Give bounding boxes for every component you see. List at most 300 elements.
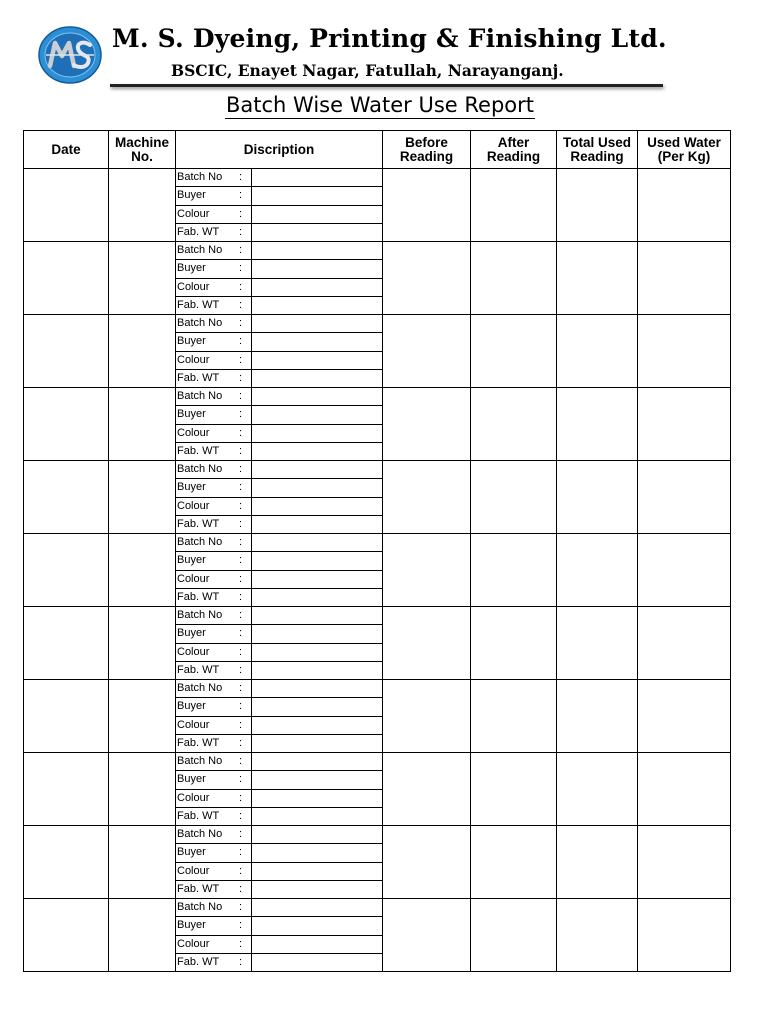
description-line — [176, 844, 382, 862]
table-row — [24, 461, 731, 534]
description-label-colon: : — [238, 609, 242, 622]
description-grid — [176, 534, 382, 606]
total-used-reading-cell[interactable] — [557, 753, 638, 826]
date-cell[interactable] — [24, 388, 109, 461]
description-label — [176, 278, 252, 296]
header-before-reading: Before Reading — [383, 131, 471, 169]
fab-wt-value[interactable] — [252, 223, 383, 241]
description-label — [176, 187, 252, 205]
after-reading-cell[interactable] — [471, 680, 557, 753]
description-label-colon: : — [238, 919, 242, 932]
colour-value[interactable] — [252, 643, 383, 661]
description-label-text: Batch No — [177, 536, 223, 549]
description-line — [176, 169, 382, 187]
description-label-text: Fab. WT — [177, 225, 220, 238]
before-reading-cell[interactable] — [383, 461, 471, 534]
description-line — [176, 953, 382, 971]
description-label-text: Fab. WT — [177, 736, 220, 749]
description-label-text: Colour — [177, 937, 210, 950]
description-label-colon: : — [238, 572, 242, 585]
machine-no-cell[interactable] — [109, 534, 176, 607]
machine-no-cell[interactable] — [109, 607, 176, 680]
description-label-text: Colour — [177, 426, 210, 439]
description-label-text: Colour — [177, 353, 210, 366]
colour-value[interactable] — [252, 789, 383, 807]
header-machine-no: Machine No. — [109, 131, 176, 169]
description-label — [176, 661, 252, 679]
after-reading-cell[interactable] — [471, 534, 557, 607]
description-label-text: Colour — [177, 645, 210, 658]
description-label — [176, 570, 252, 588]
table-row — [24, 899, 731, 972]
description-line — [176, 880, 382, 898]
after-reading-cell[interactable] — [471, 388, 557, 461]
buyer-value[interactable] — [252, 479, 383, 497]
used-water-per-kg-cell[interactable] — [638, 242, 731, 315]
description-label-colon: : — [238, 390, 242, 403]
description-line — [176, 661, 382, 679]
water-use-table — [23, 130, 731, 972]
description-label-colon: : — [238, 371, 242, 384]
total-used-reading-cell[interactable] — [557, 680, 638, 753]
table-row — [24, 826, 731, 899]
table-row — [24, 169, 731, 242]
description-label — [176, 351, 252, 369]
description-label — [176, 442, 252, 460]
date-cell[interactable] — [24, 753, 109, 826]
description-line — [176, 588, 382, 606]
before-reading-cell[interactable] — [383, 315, 471, 388]
table-row — [24, 607, 731, 680]
description-label-colon: : — [238, 317, 242, 330]
description-label-text: Fab. WT — [177, 298, 220, 311]
description-line — [176, 862, 382, 880]
total-used-reading-cell[interactable] — [557, 169, 638, 242]
colour-value[interactable] — [252, 570, 383, 588]
before-reading-cell[interactable] — [383, 388, 471, 461]
description-label-colon: : — [238, 901, 242, 914]
description-label — [176, 880, 252, 898]
machine-no-cell[interactable] — [109, 826, 176, 899]
description-label-colon: : — [238, 791, 242, 804]
total-used-reading-cell[interactable] — [557, 899, 638, 972]
description-line — [176, 333, 382, 351]
after-reading-cell[interactable] — [471, 461, 557, 534]
before-reading-cell[interactable] — [383, 899, 471, 972]
description-line — [176, 935, 382, 953]
company-address: BSCIC, Enayet Nagar, Fatullah, Narayanganj. — [171, 61, 564, 80]
description-label — [176, 552, 252, 570]
date-cell[interactable] — [24, 169, 109, 242]
description-line — [176, 260, 382, 278]
date-cell[interactable] — [24, 315, 109, 388]
description-label-text: Colour — [177, 499, 210, 512]
total-used-reading-cell[interactable] — [557, 388, 638, 461]
colour-value[interactable] — [252, 497, 383, 515]
description-label-colon: : — [238, 882, 242, 895]
description-label-colon: : — [238, 262, 242, 275]
description-line — [176, 351, 382, 369]
description-label-text: Buyer — [177, 919, 206, 932]
description-line — [176, 205, 382, 223]
description-label-colon: : — [238, 444, 242, 457]
description-label-colon: : — [238, 280, 242, 293]
buyer-value[interactable] — [252, 698, 383, 716]
description-grid — [176, 607, 382, 679]
colour-value[interactable] — [252, 424, 383, 442]
batch-no-value[interactable] — [252, 826, 383, 844]
description-grid — [176, 242, 382, 314]
description-line — [176, 734, 382, 752]
total-used-reading-cell[interactable] — [557, 534, 638, 607]
description-label — [176, 680, 252, 698]
used-water-per-kg-cell[interactable] — [638, 315, 731, 388]
description-label — [176, 388, 252, 406]
date-cell[interactable] — [24, 461, 109, 534]
description-label — [176, 242, 252, 260]
before-reading-cell[interactable] — [383, 534, 471, 607]
description-line — [176, 479, 382, 497]
buyer-value[interactable] — [252, 844, 383, 862]
description-label-text: Buyer — [177, 846, 206, 859]
description-cell — [176, 534, 383, 607]
fab-wt-value[interactable] — [252, 515, 383, 533]
description-line — [176, 698, 382, 716]
machine-no-cell[interactable] — [109, 242, 176, 315]
fab-wt-value[interactable] — [252, 807, 383, 825]
description-cell — [176, 169, 383, 242]
description-label — [176, 643, 252, 661]
machine-no-cell[interactable] — [109, 388, 176, 461]
description-grid — [176, 388, 382, 460]
description-label-colon: : — [238, 809, 242, 822]
description-label-colon: : — [238, 828, 242, 841]
description-line — [176, 753, 382, 771]
description-label-colon: : — [238, 937, 242, 950]
total-used-reading-cell[interactable] — [557, 242, 638, 315]
description-label-colon: : — [238, 481, 242, 494]
description-label-text: Colour — [177, 572, 210, 585]
batch-no-value[interactable] — [252, 169, 383, 187]
fab-wt-value[interactable] — [252, 880, 383, 898]
company-name: M. S. Dyeing, Printing & Finishing Ltd. — [112, 24, 667, 53]
description-label — [176, 917, 252, 935]
date-cell[interactable] — [24, 534, 109, 607]
description-label — [176, 534, 252, 552]
description-line — [176, 534, 382, 552]
colour-value[interactable] — [252, 716, 383, 734]
machine-no-cell[interactable] — [109, 315, 176, 388]
description-label — [176, 807, 252, 825]
description-label-text: Buyer — [177, 335, 206, 348]
date-cell[interactable] — [24, 680, 109, 753]
description-label-colon: : — [238, 846, 242, 859]
description-label-colon: : — [238, 736, 242, 749]
description-label-colon: : — [238, 536, 242, 549]
description-label — [176, 734, 252, 752]
batch-no-value[interactable] — [252, 534, 383, 552]
description-grid — [176, 826, 382, 898]
machine-no-cell[interactable] — [109, 899, 176, 972]
description-line — [176, 369, 382, 387]
description-grid — [176, 753, 382, 825]
header-total-used-reading: Total Used Reading — [557, 131, 638, 169]
after-reading-cell[interactable] — [471, 607, 557, 680]
machine-no-cell[interactable] — [109, 461, 176, 534]
description-line — [176, 899, 382, 917]
used-water-per-kg-cell[interactable] — [638, 826, 731, 899]
description-line — [176, 917, 382, 935]
table-row — [24, 315, 731, 388]
description-label — [176, 716, 252, 734]
used-water-per-kg-cell[interactable] — [638, 534, 731, 607]
colour-value[interactable] — [252, 205, 383, 223]
description-label-colon: : — [238, 353, 242, 366]
description-grid — [176, 899, 382, 971]
colour-value[interactable] — [252, 935, 383, 953]
batch-no-value[interactable] — [252, 388, 383, 406]
description-label-colon: : — [238, 590, 242, 603]
fab-wt-value[interactable] — [252, 734, 383, 752]
description-label — [176, 607, 252, 625]
fab-wt-value[interactable] — [252, 661, 383, 679]
description-cell — [176, 461, 383, 534]
date-cell[interactable] — [24, 607, 109, 680]
buyer-value[interactable] — [252, 333, 383, 351]
description-label — [176, 588, 252, 606]
description-cell — [176, 242, 383, 315]
before-reading-cell[interactable] — [383, 826, 471, 899]
description-label — [176, 953, 252, 971]
batch-no-value[interactable] — [252, 753, 383, 771]
description-line — [176, 242, 382, 260]
description-label-colon: : — [238, 499, 242, 512]
description-cell — [176, 388, 383, 461]
description-label-colon: : — [238, 517, 242, 530]
report-title-text: Batch Wise Water Use Report — [226, 93, 534, 117]
description-label-text: Batch No — [177, 317, 223, 330]
after-reading-cell[interactable] — [471, 826, 557, 899]
description-label-text: Fab. WT — [177, 590, 220, 603]
description-label-colon: : — [238, 408, 242, 421]
after-reading-cell[interactable] — [471, 899, 557, 972]
description-cell — [176, 753, 383, 826]
description-label-colon: : — [238, 663, 242, 676]
description-cell — [176, 899, 383, 972]
description-label-text: Batch No — [177, 609, 223, 622]
used-water-per-kg-cell[interactable] — [638, 388, 731, 461]
fab-wt-value[interactable] — [252, 953, 383, 971]
description-label — [176, 333, 252, 351]
description-label-text: Colour — [177, 791, 210, 804]
description-label-text: Fab. WT — [177, 517, 220, 530]
description-line — [176, 643, 382, 661]
description-label-colon: : — [238, 244, 242, 257]
description-label-colon: : — [238, 682, 242, 695]
before-reading-cell[interactable] — [383, 169, 471, 242]
total-used-reading-cell[interactable] — [557, 607, 638, 680]
description-cell — [176, 680, 383, 753]
description-line — [176, 388, 382, 406]
description-label-text: Buyer — [177, 627, 206, 640]
description-line — [176, 315, 382, 333]
total-used-reading-cell[interactable] — [557, 826, 638, 899]
description-label — [176, 461, 252, 479]
description-label-text: Fab. WT — [177, 444, 220, 457]
batch-no-value[interactable] — [252, 461, 383, 479]
description-label-text: Batch No — [177, 171, 223, 184]
description-line — [176, 497, 382, 515]
colour-value[interactable] — [252, 862, 383, 880]
buyer-value[interactable] — [252, 625, 383, 643]
description-line — [176, 296, 382, 314]
colour-value[interactable] — [252, 351, 383, 369]
date-cell[interactable] — [24, 242, 109, 315]
machine-no-cell[interactable] — [109, 753, 176, 826]
used-water-per-kg-cell[interactable] — [638, 753, 731, 826]
description-label-colon: : — [238, 718, 242, 731]
description-line — [176, 278, 382, 296]
table-row — [24, 534, 731, 607]
description-label — [176, 260, 252, 278]
buyer-value[interactable] — [252, 771, 383, 789]
buyer-value[interactable] — [252, 260, 383, 278]
description-line — [176, 461, 382, 479]
description-label — [176, 771, 252, 789]
description-label-colon: : — [238, 189, 242, 202]
used-water-per-kg-cell[interactable] — [638, 607, 731, 680]
used-water-per-kg-cell[interactable] — [638, 680, 731, 753]
buyer-value[interactable] — [252, 917, 383, 935]
description-grid — [176, 315, 382, 387]
used-water-per-kg-cell[interactable] — [638, 461, 731, 534]
description-label-text: Fab. WT — [177, 371, 220, 384]
description-label — [176, 862, 252, 880]
description-label-colon: : — [238, 627, 242, 640]
description-label — [176, 223, 252, 241]
description-label-colon: : — [238, 298, 242, 311]
description-grid — [176, 461, 382, 533]
before-reading-cell[interactable] — [383, 242, 471, 315]
description-label-colon: : — [238, 755, 242, 768]
after-reading-cell[interactable] — [471, 753, 557, 826]
batch-no-value[interactable] — [252, 899, 383, 917]
description-label — [176, 515, 252, 533]
total-used-reading-cell[interactable] — [557, 461, 638, 534]
table-row — [24, 680, 731, 753]
description-label-colon: : — [238, 335, 242, 348]
description-label-text: Buyer — [177, 262, 206, 275]
description-label — [176, 935, 252, 953]
date-cell[interactable] — [24, 826, 109, 899]
description-label-text: Buyer — [177, 554, 206, 567]
table-row — [24, 753, 731, 826]
description-label — [176, 753, 252, 771]
description-cell — [176, 826, 383, 899]
description-line — [176, 680, 382, 698]
table-body — [24, 169, 731, 972]
batch-no-value[interactable] — [252, 607, 383, 625]
before-reading-cell[interactable] — [383, 607, 471, 680]
description-label-text: Colour — [177, 718, 210, 731]
table-row — [24, 242, 731, 315]
fab-wt-value[interactable] — [252, 296, 383, 314]
buyer-value[interactable] — [252, 406, 383, 424]
report-title — [0, 93, 760, 117]
date-cell[interactable] — [24, 899, 109, 972]
description-label-text: Colour — [177, 864, 210, 877]
description-label-text: Batch No — [177, 390, 223, 403]
description-line — [176, 552, 382, 570]
description-label — [176, 497, 252, 515]
description-line — [176, 716, 382, 734]
batch-no-value[interactable] — [252, 680, 383, 698]
description-label — [176, 296, 252, 314]
description-line — [176, 807, 382, 825]
description-label-text: Buyer — [177, 189, 206, 202]
buyer-value[interactable] — [252, 187, 383, 205]
description-grid — [176, 680, 382, 752]
description-label-colon: : — [238, 463, 242, 476]
description-cell — [176, 607, 383, 680]
description-label — [176, 625, 252, 643]
description-label-text: Colour — [177, 280, 210, 293]
description-label-colon: : — [238, 645, 242, 658]
description-label — [176, 205, 252, 223]
description-label-text: Batch No — [177, 244, 223, 257]
before-reading-cell[interactable] — [383, 753, 471, 826]
description-label — [176, 789, 252, 807]
batch-no-value[interactable] — [252, 315, 383, 333]
buyer-value[interactable] — [252, 552, 383, 570]
description-line — [176, 789, 382, 807]
description-line — [176, 223, 382, 241]
used-water-per-kg-cell[interactable] — [638, 899, 731, 972]
description-label-text: Batch No — [177, 682, 223, 695]
description-label — [176, 169, 252, 187]
table-row — [24, 388, 731, 461]
description-label-colon: : — [238, 207, 242, 220]
batch-no-value[interactable] — [252, 242, 383, 260]
description-line — [176, 406, 382, 424]
used-water-per-kg-cell[interactable] — [638, 169, 731, 242]
machine-no-cell[interactable] — [109, 680, 176, 753]
after-reading-cell[interactable] — [471, 315, 557, 388]
description-label-text: Buyer — [177, 773, 206, 786]
description-label — [176, 315, 252, 333]
description-label-text: Fab. WT — [177, 955, 220, 968]
description-label-colon: : — [238, 864, 242, 877]
description-label-text: Batch No — [177, 828, 223, 841]
description-label-colon: : — [238, 554, 242, 567]
description-label-text: Batch No — [177, 901, 223, 914]
description-label-text: Fab. WT — [177, 882, 220, 895]
header-rule — [110, 84, 663, 87]
fab-wt-value[interactable] — [252, 442, 383, 460]
description-line — [176, 570, 382, 588]
description-line — [176, 515, 382, 533]
total-used-reading-cell[interactable] — [557, 315, 638, 388]
colour-value[interactable] — [252, 278, 383, 296]
machine-no-cell[interactable] — [109, 169, 176, 242]
fab-wt-value[interactable] — [252, 369, 383, 387]
header-date: Date — [24, 131, 109, 169]
description-line — [176, 442, 382, 460]
after-reading-cell[interactable] — [471, 242, 557, 315]
before-reading-cell[interactable] — [383, 680, 471, 753]
fab-wt-value[interactable] — [252, 588, 383, 606]
after-reading-cell[interactable] — [471, 169, 557, 242]
